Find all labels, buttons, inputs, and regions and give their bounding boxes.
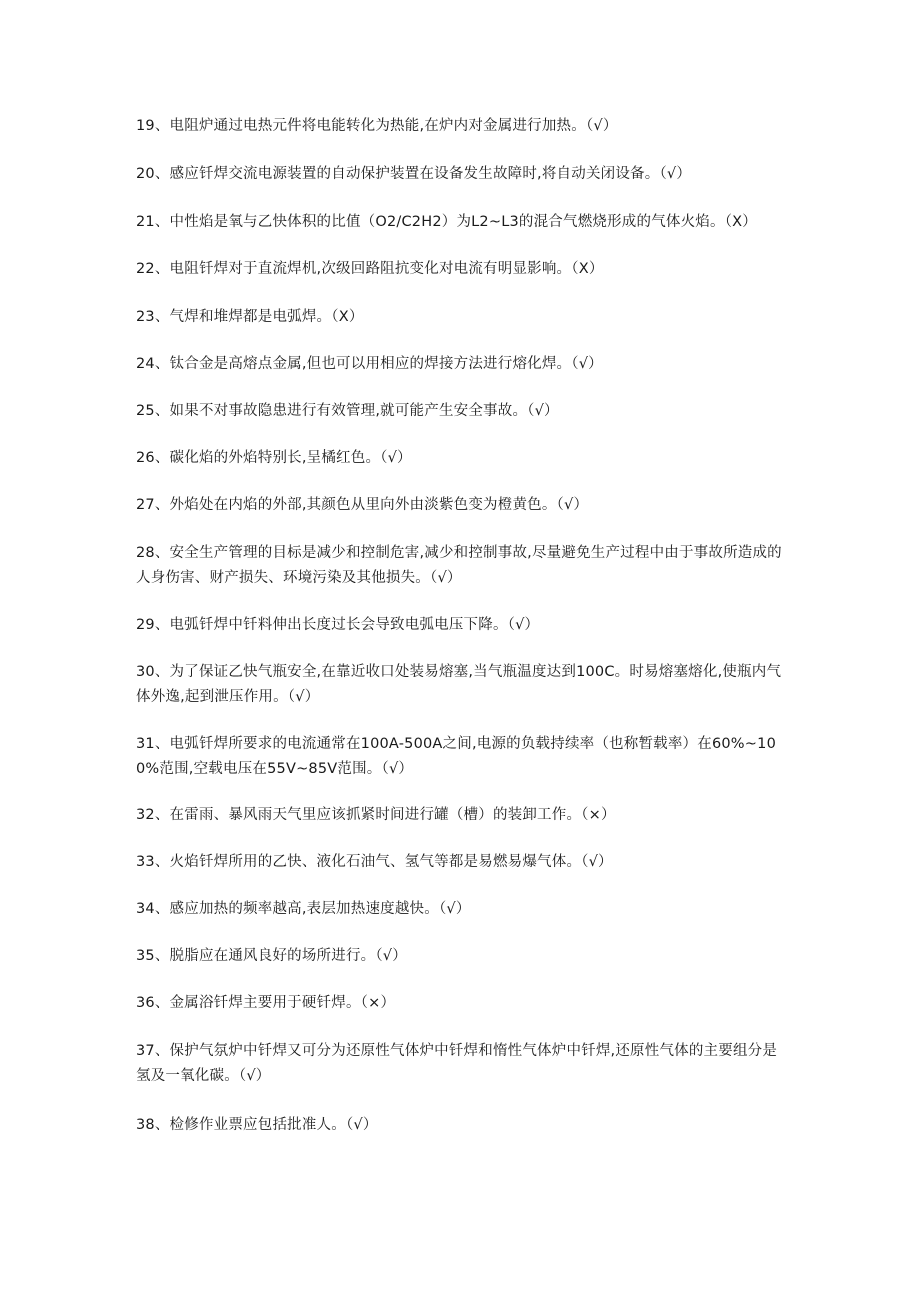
question-19: 19、电阻炉通过电热元件将电能转化为热能,在炉内对金属进行加热。（√） xyxy=(136,118,618,134)
question-30: 30、为了保证乙快气瓶安全,在靠近收口处装易熔塞,当气瓶温度达到100C。时易熔塞熔化,使瓶内气体外逸,起到泄压作用。（√） xyxy=(136,664,782,705)
question-21: 21、中性焰是氧与乙快体积的比值（O2/C2H2）为L2~L3的混合气燃烧形成的气体火焰。（X） xyxy=(136,214,757,230)
question-33: 33、火焰钎焊所用的乙快、液化石油气、氢气等都是易燃易爆气体。（√） xyxy=(136,854,613,870)
question-32: 32、在雷雨、暴风雨天气里应该抓紧时间进行罐（槽）的装卸工作。（×） xyxy=(136,807,616,823)
question-24: 24、钛合金是高熔点金属,但也可以用相应的焊接方法进行熔化焊。（√） xyxy=(136,356,603,372)
question-34: 34、感应加热的频率越高,表层加热速度越快。（√） xyxy=(136,901,471,917)
question-36: 36、金属浴钎焊主要用于硬钎焊。（×） xyxy=(136,995,396,1011)
question-38: 38、检修作业票应包括批准人。（√） xyxy=(136,1117,378,1133)
question-28: 28、安全生产管理的目标是减少和控制危害,减少和控制事故,尽量避免生产过程中由于事故所造成的人身伤害、财产损失、环境污染及其他损失。（√） xyxy=(136,545,782,586)
question-29: 29、电弧钎焊中钎料伸出长度过长会导致电弧电压下降。（√） xyxy=(136,617,540,633)
question-31: 31、电弧钎焊所要求的电流通常在100A-500A之间,电源的负载持续率（也称暂载率）在60%~100%范围,空载电压在55V~85V范围。（√） xyxy=(136,736,776,777)
question-26: 26、碳化焰的外焰特别长,呈橘红色。（√） xyxy=(136,450,412,466)
question-37: 37、保护气氛炉中钎焊又可分为还原性气体炉中钎焊和惰性气体炉中钎焊,还原性气体的主要组分是氢及一氧化碳。（√） xyxy=(136,1043,778,1084)
question-27: 27、外焰处在内焰的外部,其颜色从里向外由淡紫色变为橙黄色。（√） xyxy=(136,497,589,513)
question-20: 20、感应钎焊交流电源装置的自动保护装置在设备发生故障时,将自动关闭设备。（√） xyxy=(136,166,692,182)
question-35: 35、脱脂应在通风良好的场所进行。（√） xyxy=(136,948,407,964)
question-23: 23、气焊和堆焊都是电弧焊。（X） xyxy=(136,309,364,325)
question-22: 22、电阻钎焊对于直流焊机,次级回路阻抗变化对电流有明显影响。（X） xyxy=(136,261,604,277)
question-25: 25、如果不对事故隐患进行有效管理,就可能产生安全事故。（√） xyxy=(136,403,559,419)
